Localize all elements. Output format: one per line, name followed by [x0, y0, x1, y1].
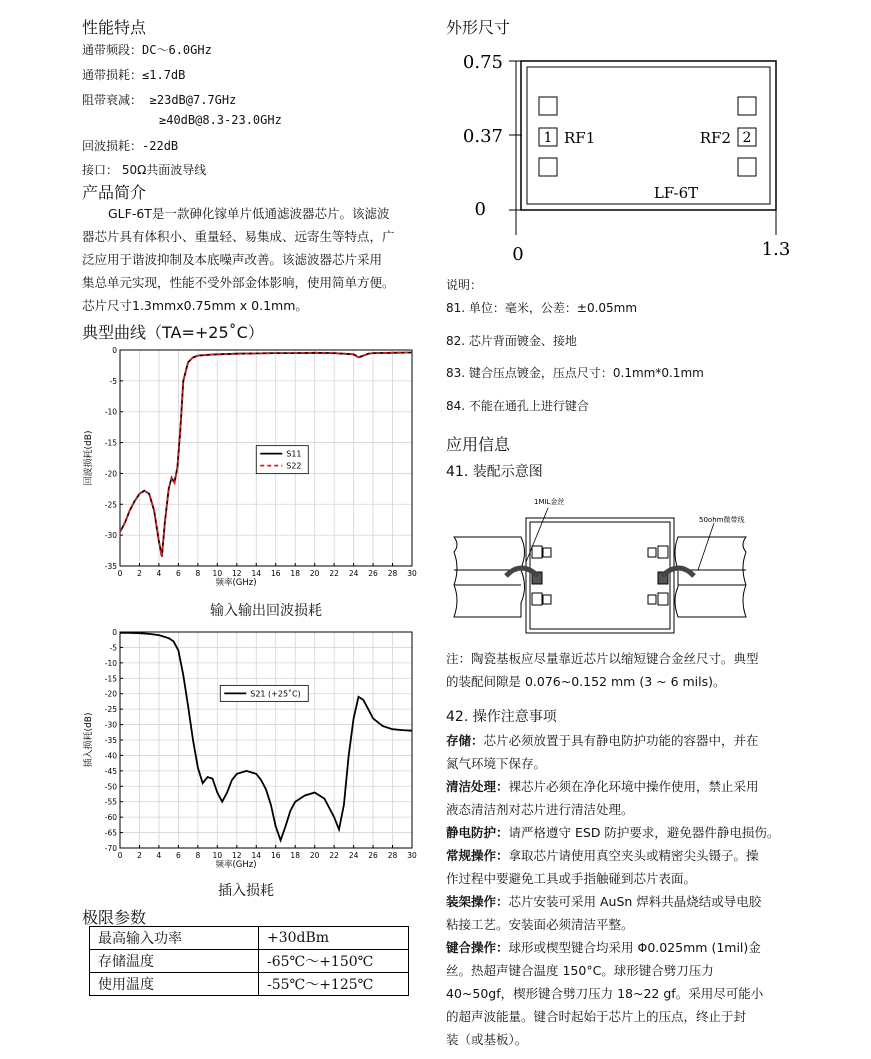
limit-value: -65℃～+150℃: [259, 950, 409, 973]
x-tick-label: 2: [137, 851, 142, 860]
perf-title: 性能特点: [82, 18, 147, 37]
ops-label: 常规操作：: [446, 848, 509, 863]
y-bottom-label: 0: [474, 199, 486, 220]
x-tick-label: 18: [290, 569, 300, 578]
x-tick-label: 24: [348, 569, 359, 578]
y-tick-label: -60: [104, 813, 117, 823]
port2-label: RF2: [699, 129, 731, 147]
passband-label: 通带频段：: [82, 43, 143, 57]
y-axis-label: 插入损耗(dB): [84, 712, 94, 768]
chart2-caption: 插入损耗: [218, 883, 274, 899]
note-item: 82. 芯片背面镀金、接地: [446, 334, 577, 348]
intro-paragraph: [82, 202, 422, 317]
passband-row: [82, 41, 212, 58]
y-tick-label: -5: [109, 643, 117, 653]
y-tick-label: -15: [104, 674, 117, 684]
table-row: [90, 927, 409, 950]
y-tick-label: 0: [112, 628, 117, 637]
port-value: 50Ω共面波导线: [121, 163, 207, 177]
x-tick-label: 4: [156, 851, 162, 860]
note-item: 84. 不能在通孔上进行键合: [446, 399, 589, 413]
x-axis-label: 频率(GHz): [215, 860, 257, 870]
return-loss-value: -22dB: [142, 139, 179, 153]
insertion-loss-label: 通带损耗：: [82, 68, 143, 82]
ops-label: 装架操作：: [446, 894, 509, 909]
ops-text: 请严格遵守 ESD 防护要求，避免器件静电损伤。: [508, 825, 780, 840]
ops-line: [446, 798, 791, 821]
line-label: 50ohm微带线: [699, 516, 745, 524]
notes-title: 说明：: [446, 278, 483, 292]
ops-label: 存储：: [446, 733, 484, 748]
x-tick-label: 6: [176, 851, 181, 860]
series-line-s21: [120, 633, 412, 840]
limit-name: 存储温度: [90, 950, 259, 973]
y-tick-label: -50: [104, 782, 117, 792]
limits-table: [89, 926, 409, 996]
insertion-loss-row: [82, 66, 185, 83]
x-tick-label: 2: [137, 569, 142, 578]
ops-label: 清洁处理：: [446, 779, 509, 794]
assembly-note-line: 的装配间隙是 0.076~0.152 mm (3 ~ 6 mils)。: [446, 674, 726, 689]
intro-line: 芯片尺寸1.3mmx0.75mm x 0.1mm。: [82, 298, 308, 313]
x-tick-label: 28: [387, 851, 398, 860]
x-tick-label: 22: [329, 569, 339, 578]
x-tick-label: 24: [348, 851, 359, 860]
assembly-subtitle: 41. 装配示意图: [446, 464, 543, 480]
table-row: [90, 973, 409, 996]
rejection-value-2: ≥40dB@8.3-23.0GHz: [159, 113, 282, 127]
return-loss-chart: [80, 340, 420, 602]
pad: [539, 97, 557, 115]
ops-text: 粘接工艺。安装面必须清洁平整。: [446, 917, 634, 932]
intro-line: GLF-6T是一款砷化镓单片低通滤波器芯片。该滤波: [108, 206, 390, 221]
intro-line: 集总单元实现，性能不受外部金体影响，使用简单方便。: [82, 275, 395, 290]
x-tick-label: 14: [251, 569, 262, 578]
y-tick-label: -10: [104, 658, 117, 668]
x-tick-label: 26: [368, 569, 378, 578]
y-tick-label: -25: [104, 500, 117, 510]
return-loss-label: 回波损耗：: [82, 139, 143, 153]
y-axis-label: 回波损耗(dB): [84, 430, 94, 486]
x-tick-label: 16: [270, 569, 281, 578]
ops-label: 静电防护：: [446, 825, 509, 840]
port2-number: 2: [742, 130, 752, 146]
x-tick-label: 22: [329, 851, 339, 860]
y-tick-label: -65: [104, 828, 117, 838]
y-tick-label: -10: [104, 407, 117, 417]
y-tick-label: -20: [104, 469, 117, 479]
x-tick-label: 4: [156, 569, 162, 578]
x-tick-label: 12: [232, 569, 242, 578]
x-tick-label: 26: [368, 851, 378, 860]
intro-line: 泛应用于谐波抑制及本底噪声改善。该滤波器芯片采用: [82, 252, 383, 267]
x-tick-label: 30: [407, 851, 417, 860]
y-tick-label: -35: [104, 736, 117, 745]
x-tick-label: 0: [117, 569, 123, 578]
return-loss-row: [82, 137, 178, 154]
ops-text: 作过程中要避免工具或手指触碰到芯片表面。: [446, 871, 697, 886]
ops-text: 液态清洁剂对芯片进行清洁处理。: [446, 802, 634, 817]
app-title: 应用信息: [446, 435, 511, 454]
x-tick-label: 30: [407, 569, 417, 578]
x-tick-label: 10: [212, 569, 223, 578]
rejection-label: 阻带衰减：: [82, 93, 143, 107]
ops-line: [446, 867, 791, 890]
ops-text: 氮气环境下保存。: [446, 756, 547, 771]
legend-label: S21 (+25˚C): [250, 689, 301, 699]
note-item: 83. 键合压点镀金，压点尺寸：0.1mm*0.1mm: [446, 366, 704, 380]
y-tick-label: -55: [104, 797, 117, 807]
rejection-value-1: ≥23dB@7.7GHz: [149, 93, 237, 107]
ops-line: [446, 959, 791, 982]
y-tick-label: -30: [104, 720, 117, 730]
x-tick-label: 16: [270, 851, 281, 860]
x-tick-label: 6: [176, 569, 181, 578]
x-right-label: 1.3: [761, 239, 791, 260]
y-mid-label: 0.37: [462, 126, 503, 147]
ops-line: [446, 821, 791, 844]
ops-subtitle: 42. 操作注意事项: [446, 709, 557, 725]
ops-text: 丝。热超声键合温度 150°C。球形键合劈刀压力: [446, 963, 714, 978]
y-tick-label: -5: [109, 376, 117, 386]
chart1-caption: 输入输出回波损耗: [210, 603, 322, 619]
x-axis-label: 频率(GHz): [215, 578, 257, 588]
y-tick-label: 0: [112, 346, 117, 355]
ops-line: [446, 1028, 791, 1051]
y-top-label: 0.75: [462, 52, 503, 73]
legend-label: S22: [286, 461, 302, 471]
ops-line: [446, 936, 791, 959]
port-row: [82, 161, 206, 178]
x-tick-label: 20: [309, 569, 320, 578]
ops-list: [446, 729, 791, 1051]
ops-text: 芯片必须放置于具有静电防护功能的容器中，并在: [483, 733, 759, 748]
ops-text: 装（或基板）。: [446, 1032, 528, 1047]
table-row: [90, 950, 409, 973]
port1-number: 1: [543, 130, 553, 146]
ops-line: [446, 844, 791, 867]
x-tick-label: 10: [212, 851, 223, 860]
x-tick-label: 18: [290, 851, 300, 860]
y-tick-label: -25: [104, 705, 117, 715]
assembly-note: [446, 647, 759, 693]
y-tick-label: -30: [104, 531, 117, 541]
outline-drawing: [446, 40, 826, 275]
x-tick-label: 14: [251, 851, 262, 860]
pad: [738, 158, 756, 176]
intro-title: 产品简介: [82, 183, 147, 202]
y-tick-label: -70: [104, 844, 117, 853]
legend-label: S11: [286, 449, 302, 459]
x-tick-label: 20: [309, 851, 320, 860]
x-tick-label: 12: [232, 851, 242, 860]
ops-text: 拿取芯片请使用真空夹头或精密尖头镊子。操: [508, 848, 759, 863]
ops-line: [446, 913, 791, 936]
x-tick-label: 0: [117, 851, 123, 860]
limit-value: +30dBm: [259, 927, 409, 950]
note-item: 81. 单位：毫米，公差：±0.05mm: [446, 301, 638, 315]
port-label: 接口：: [82, 163, 119, 177]
insertion-loss-value: ≤1.7dB: [142, 68, 186, 82]
ops-line: [446, 1005, 791, 1028]
y-tick-label: -15: [104, 438, 117, 448]
ops-text: 的超声波能量。键合时起始于芯片上的压点，终止于封: [446, 1009, 747, 1024]
ops-line: [446, 752, 791, 775]
insertion-loss-chart: [80, 622, 420, 884]
pad: [738, 97, 756, 115]
limit-value: -55℃～+125℃: [259, 973, 409, 996]
intro-line: 器芯片具有体积小、重量轻、易集成、远寄生等特点，广: [82, 229, 395, 244]
y-tick-label: -20: [104, 689, 117, 699]
outline-title: 外形尺寸: [446, 18, 511, 37]
limits-title: 极限参数: [82, 908, 147, 927]
ops-text: 40~50gf，楔形键合劈刀压力 18~22 gf。采用尽可能小: [446, 986, 764, 1001]
ops-line: [446, 775, 791, 798]
y-tick-label: -45: [104, 766, 117, 776]
assembly-note-line: 注：陶瓷基板应尽量靠近芯片以缩短键合金丝尺寸。典型: [446, 651, 759, 666]
ops-text: 球形或楔型键合均采用 Φ0.025mm (1mil)金: [508, 940, 761, 955]
x-tick-label: 8: [195, 851, 201, 860]
ops-text: 芯片安装可采用 AuSn 焊料共晶烧结或导电胶: [508, 894, 762, 909]
x-tick-label: 8: [195, 569, 201, 578]
pad: [539, 158, 557, 176]
assembly-diagram: [446, 490, 776, 640]
ops-text: 裸芯片必须在净化环境中操作使用，禁止采用: [508, 779, 759, 794]
curves-title: 典型曲线（TA=+25˚C）: [82, 323, 264, 342]
rejection-row: [82, 91, 236, 108]
x-tick-label: 28: [387, 569, 398, 578]
limit-name: 最高输入功率: [90, 927, 259, 950]
ops-line: [446, 729, 791, 752]
port1-label: RF1: [564, 129, 596, 147]
wire-label: 1MIL金丝: [534, 498, 565, 506]
x-left-label: 0: [512, 244, 524, 265]
y-tick-label: -40: [104, 751, 117, 761]
ops-line: [446, 982, 791, 1005]
y-tick-label: -35: [104, 562, 117, 571]
model-label: LF-6T: [653, 184, 699, 202]
limit-name: 使用温度: [90, 973, 259, 996]
ops-label: 键合操作：: [446, 940, 509, 955]
passband-value: DC～6.0GHz: [142, 43, 212, 57]
ops-line: [446, 890, 791, 913]
